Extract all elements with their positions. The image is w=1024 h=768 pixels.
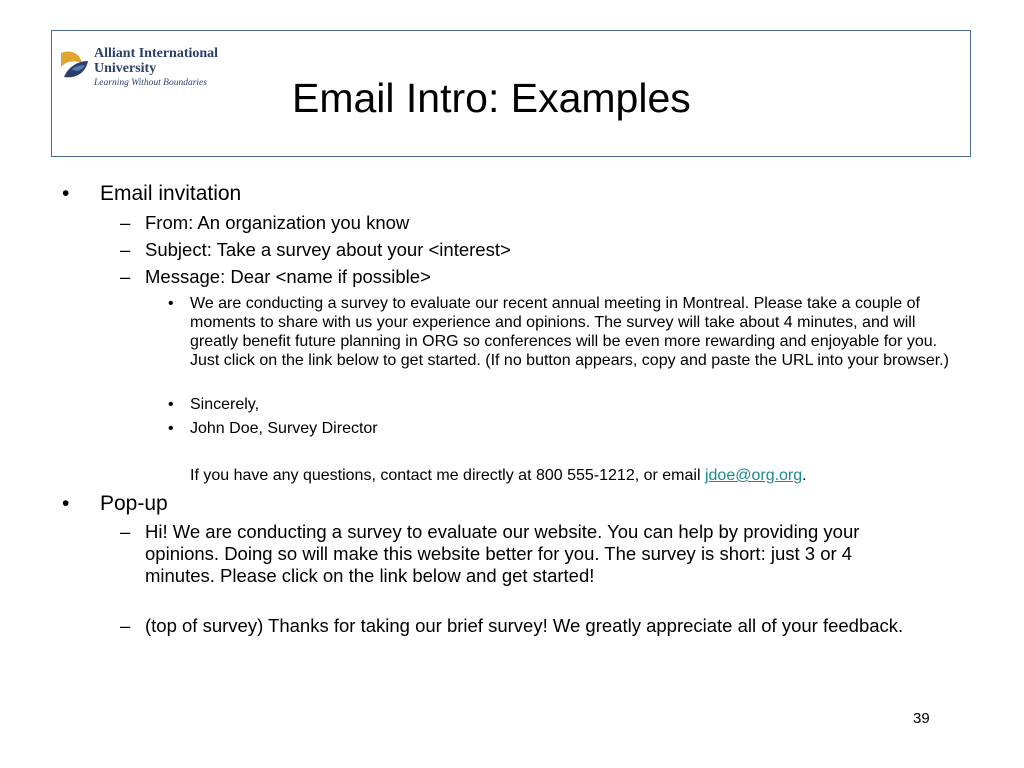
logo-tagline: Learning Without Boundaries (94, 78, 207, 88)
contact-text: If you have any questions, contact me directly at 800 555-1212, or email (190, 467, 705, 484)
item-message: Message: Dear <name if possible> (145, 266, 431, 287)
small-bullet-marker: • (168, 295, 174, 312)
logo-name-line2: University (94, 61, 157, 76)
popup-thanks-text: (top of survey) Thanks for taking our brief survey! We greatly appreciate all of your feedback. (145, 615, 904, 636)
contact-end: . (802, 467, 807, 484)
bullet-marker: • (62, 492, 70, 515)
small-bullet-marker: • (168, 396, 174, 413)
logo-name (94, 46, 218, 76)
popup-intro-text: Hi! We are conducting a survey to evaluate our website. You can help by providing your opinions. Doing so will make this website better for you. The survey is short: just 3 or 4 minutes. Please click on the link below and get started! (145, 521, 860, 586)
dash-marker: – (120, 266, 131, 287)
dash-marker: – (120, 239, 131, 260)
item-from: From: An organization you know (145, 212, 410, 233)
small-bullet-marker: • (168, 420, 174, 437)
university-logo (58, 45, 238, 95)
message-signature: John Doe, Survey Director (190, 420, 378, 437)
logo-mark-icon (58, 47, 90, 83)
section-heading-pop-up: Pop-up (100, 492, 168, 515)
section-heading-email-invitation: Email invitation (100, 182, 242, 205)
page-title: Email Intro: Examples (292, 75, 691, 121)
title-header-box (51, 30, 971, 157)
item-subject: Subject: Take a survey about your <interest> (145, 239, 511, 260)
message-closing: Sincerely, (190, 396, 260, 413)
message-body-paragraph: We are conducting a survey to evaluate our recent annual meeting in Montreal. Please take a couple of moments to share with us your experience and opinions. The survey will take about 4 minutes, and will greatly benefit future planning in ORG so conferences will be even more rewarding and enjoyable for you. Just click on the link below to get started. (If no button appears, copy and paste the URL into your browser.) (190, 295, 949, 369)
bullet-marker: • (62, 182, 70, 205)
dash-marker: – (120, 521, 131, 542)
contact-line (190, 466, 807, 485)
contact-email-link[interactable]: jdoe@org.org (704, 467, 803, 484)
logo-name-line1: Alliant International (94, 46, 219, 61)
page-number: 39 (913, 710, 930, 727)
dash-marker: – (120, 615, 131, 636)
dash-marker: – (120, 212, 131, 233)
